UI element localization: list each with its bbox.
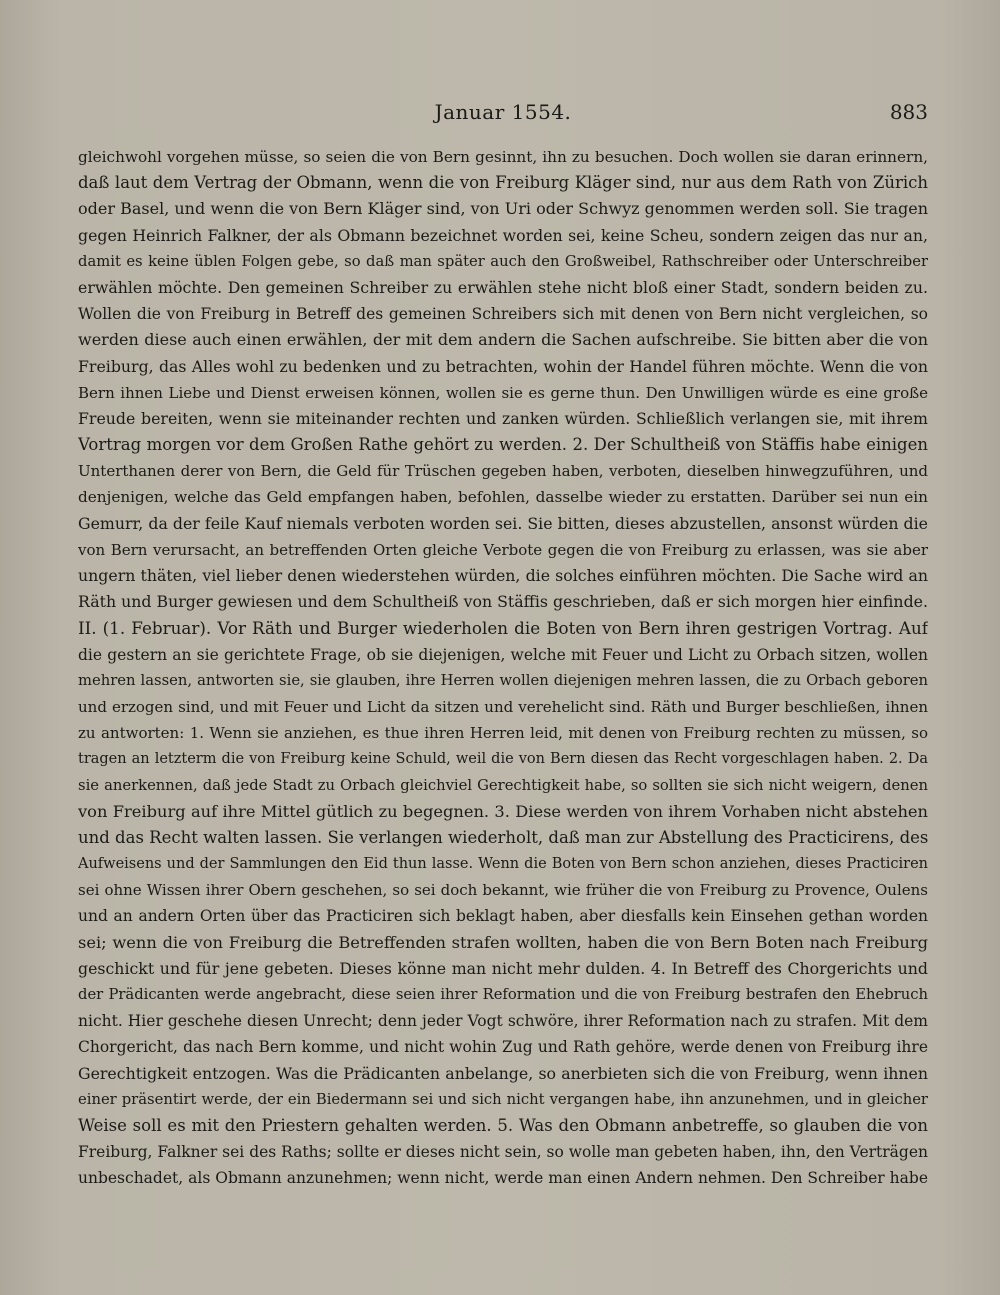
text-line: denjenigen, welche das Geld empfangen haben, befohlen, dasselbe wieder zu erstatten. Darüber sei nun ein xyxy=(78,488,928,507)
text-line: tragen an letzterm die von Freiburg keine Schuld, weil die von Bern diesen das Recht vorgeschlagen haben. 2. Da xyxy=(78,751,928,768)
text-line: nicht. Hier geschehe diesen Unrecht; denn jeder Vogt schwöre, ihrer Reformation nach zu strafen. Mit dem xyxy=(78,1012,928,1031)
text-line: erwählen möchte. Den gemeinen Schreiber zu erwählen stehe nicht bloß einer Stadt, sondern beiden zu. xyxy=(78,277,928,297)
text-line: ungern thäten, viel lieber denen wiederstehen würden, die solches einführen möchten. Die Sache wird an xyxy=(78,566,928,585)
text-line: Wollen die von Freiburg in Betreff des gemeinen Schreibers sich mit denen von Bern nicht vergleichen, so xyxy=(78,305,928,324)
text-line: geschickt und für jene gebeten. Dieses könne man nicht mehr dulden. 4. In Betreff des Chorgerichts und xyxy=(78,958,928,978)
text-line: unbeschadet, als Obmann anzunehmen; wenn nicht, werde man einen Andern nehmen. Den Schreiber habe xyxy=(78,1169,928,1188)
text-line: Räth und Burger gewiesen und dem Schultheiß von Stäffis geschrieben, daß er sich morgen hier einfinde. xyxy=(78,592,928,612)
text-line: Gerechtigkeit entzogen. Was die Prädicanten anbelange, so anerbieten sich die von Freiburg, wenn ihnen xyxy=(78,1063,928,1083)
page-number: 883 xyxy=(889,100,928,124)
text-line: Aufweisens und der Sammlungen den Eid thun lasse. Wenn die Boten von Bern schon anziehen, dieses Practiciren xyxy=(78,856,928,873)
text-line: II. (1. Februar). Vor Räth und Burger wiederholen die Boten von Bern ihren gestrigen Vortrag. Auf xyxy=(78,618,928,639)
body-text xyxy=(78,144,928,1192)
text-line: und an andern Orten über das Practiciren sich beklagt haben, aber diesfalls kein Einsehen gethan worden xyxy=(78,907,928,926)
text-line: der Prädicanten werde angebracht, diese seien ihrer Reformation und die von Freiburg bestrafen den Ehebruch xyxy=(78,986,928,1003)
text-line: mehren lassen, antworten sie, sie glauben, ihre Herren wollen diejenigen mehren lassen, die zu Orbach geboren xyxy=(78,671,928,689)
text-line: gegen Heinrich Falkner, der als Obmann bezeichnet worden sei, keine Scheu, sondern zeigen das nur an, xyxy=(78,225,928,245)
text-line: Freude bereiten, wenn sie miteinander rechten und zanken würden. Schließlich verlangen sie, mit ihrem xyxy=(78,408,928,428)
running-head xyxy=(78,100,928,128)
text-line: daß laut dem Vertrag der Obmann, wenn die von Freiburg Kläger sind, nur aus dem Rath von Zürich xyxy=(78,173,928,193)
text-line: Unterthanen derer von Bern, die Geld für Trüschen gegeben haben, verboten, dieselben hinwegzuführen, und xyxy=(78,462,928,481)
text-line: Chorgericht, das nach Bern komme, und nicht wohin Zug und Rath gehöre, werde denen von Freiburg ihre xyxy=(78,1038,928,1057)
text-line: damit es keine üblen Folgen gebe, so daß man später auch den Großweibel, Rathschreiber oder Unterschreiber xyxy=(78,252,928,270)
text-line: Freiburg, das Alles wohl zu bedenken und zu betrachten, wohin der Handel führen möchte. Wenn die von xyxy=(78,356,928,376)
text-line: gleichwohl vorgehen müsse, so seien die von Bern gesinnt, ihn zu besuchen. Doch wollen sie daran erinnern, xyxy=(78,148,928,166)
text-line: Bern ihnen Liebe und Dienst erweisen können, wollen sie es gerne thun. Den Unwilligen würde es eine große xyxy=(78,383,928,402)
text-line: und das Recht walten lassen. Sie verlangen wiederholt, daß man zur Abstellung des Practicirens, des xyxy=(78,827,928,847)
text-line: Gemurr, da der feile Kauf niemals verboten worden sei. Sie bitten, dieses abzustellen, ansonst würden die xyxy=(78,513,928,533)
text-line: oder Basel, und wenn die von Bern Kläger sind, von Uri oder Schwyz genommen werden soll. Sie tragen xyxy=(78,199,928,219)
text-line: einer präsentirt werde, der ein Biedermann sei und sich nicht vergangen habe, ihn anzunehmen, und in gleicher xyxy=(78,1090,928,1108)
text-line: von Bern verursacht, an betreffenden Orten gleiche Verbote gegen die von Freiburg zu erlassen, was sie aber xyxy=(78,540,928,559)
text-line: von Freiburg auf ihre Mittel gütlich zu begegnen. 3. Diese werden von ihrem Vorhaben nicht abstehen xyxy=(78,801,928,821)
text-line: Weise soll es mit den Priestern gehalten werden. 5. Was den Obmann anbetreffe, so glauben die von xyxy=(78,1115,928,1135)
text-line: sei ohne Wissen ihrer Obern geschehen, so sei doch bekannt, wie früher die von Freiburg zu Provence, Oulens xyxy=(78,881,928,900)
text-line: und erzogen sind, und mit Feuer und Licht da sitzen und verehelicht sind. Räth und Burger beschließen, ihnen xyxy=(78,697,928,716)
text-line: zu antworten: 1. Wenn sie anziehen, es thue ihren Herren leid, mit denen von Freiburg rechten zu müssen, so xyxy=(78,724,928,743)
text-line: Freiburg, Falkner sei des Raths; sollte er dieses nicht sein, so wolle man gebeten haben, ihn, den Verträgen xyxy=(78,1143,928,1162)
text-line: sei; wenn die von Freiburg die Betreffenden strafen wollten, haben die von Bern Boten nach Freiburg xyxy=(78,932,928,952)
text-line: sie anerkennen, daß jede Stadt zu Orbach gleichviel Gerechtigkeit habe, so sollten sie sich nicht weigern, denen xyxy=(78,776,928,794)
text-line: werden diese auch einen erwählen, der mit dem andern die Sachen aufschreibe. Sie bitten aber die von xyxy=(78,330,928,350)
text-line: Vortrag morgen vor dem Großen Rathe gehört zu werden. 2. Der Schultheiß von Stäffis habe einigen xyxy=(78,435,928,455)
text-line: die gestern an sie gerichtete Frage, ob sie diejenigen, welche mit Feuer und Licht zu Orbach sitzen, wollen xyxy=(78,645,928,664)
running-title: Januar 1554. xyxy=(434,100,572,124)
